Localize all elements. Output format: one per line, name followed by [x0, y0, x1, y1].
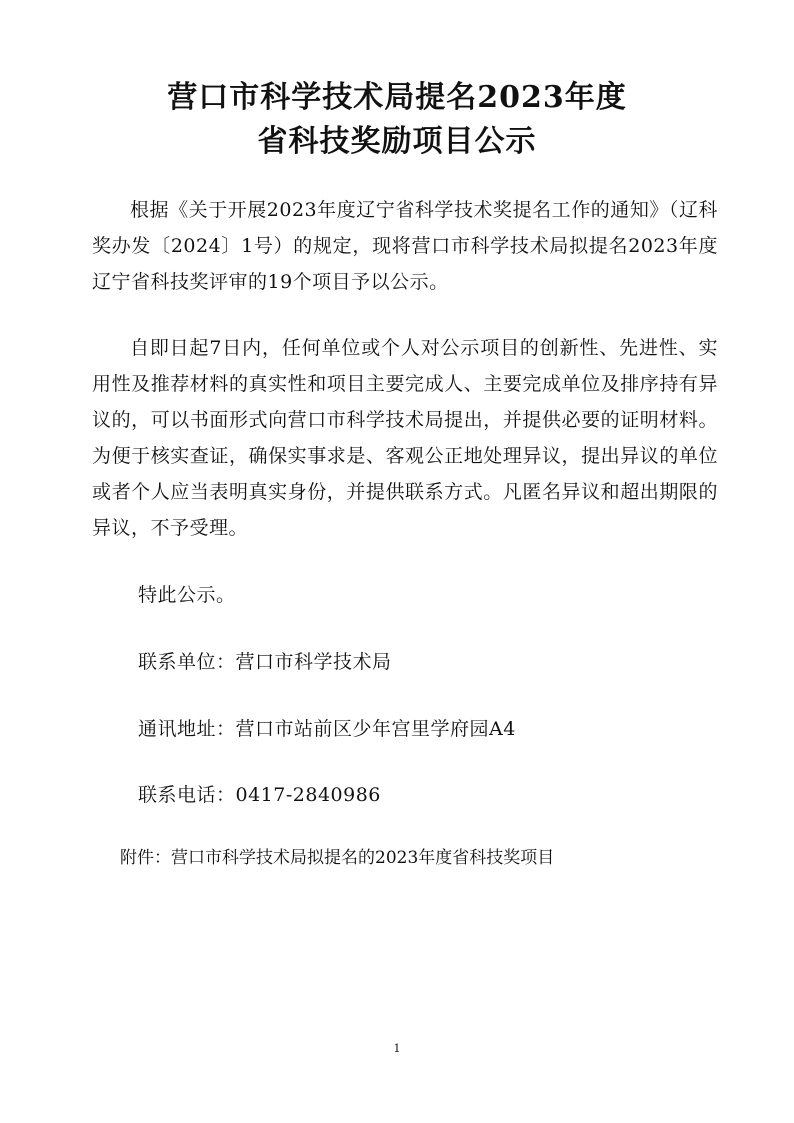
contact-unit: 联系单位：营口市科学技术局: [138, 651, 392, 673]
body-paragraph-objection-rules: 自即日起7日内，任何单位或个人对公示项目的创新性、先进性、实用性及推荐材料的真实性和项目主要完成人、主要完成单位及排序持有异议的，可以书面形式向营口市科学技术局提出，并提供必要的证明材料。为便于核实查证，确保实事求是、客观公正地处理异议，提出异议的单位或者个人应当表明真实身份，并提供联系方式。凡匿名异议和超出期限的异议，不予受理。: [92, 337, 718, 539]
notice-closing-text: 特此公示。: [138, 584, 236, 606]
contact-phone: 联系电话：0417-2840986: [138, 784, 381, 806]
contact-address: 通讯地址：营口市站前区少年宫里学府园A4: [138, 718, 516, 740]
attachment-link[interactable]: 附件：营口市科学技术局拟提名的2023年度省科技奖项目: [120, 848, 555, 868]
page-number: 1: [393, 1042, 401, 1055]
document-title-line2: 省科技奖励项目公示: [257, 124, 537, 159]
body-paragraph-notice-basis: 根据《关于开展2023年度辽宁省科学技术奖提名工作的通知》（辽科奖办发〔2024〕1号）的规定，现将营口市科学技术局拟提名2023年度辽宁省科技奖评审的19个项目予以公示。: [92, 199, 718, 293]
document-title-line1: 营口市科学技术局提名2023年度: [167, 80, 627, 115]
